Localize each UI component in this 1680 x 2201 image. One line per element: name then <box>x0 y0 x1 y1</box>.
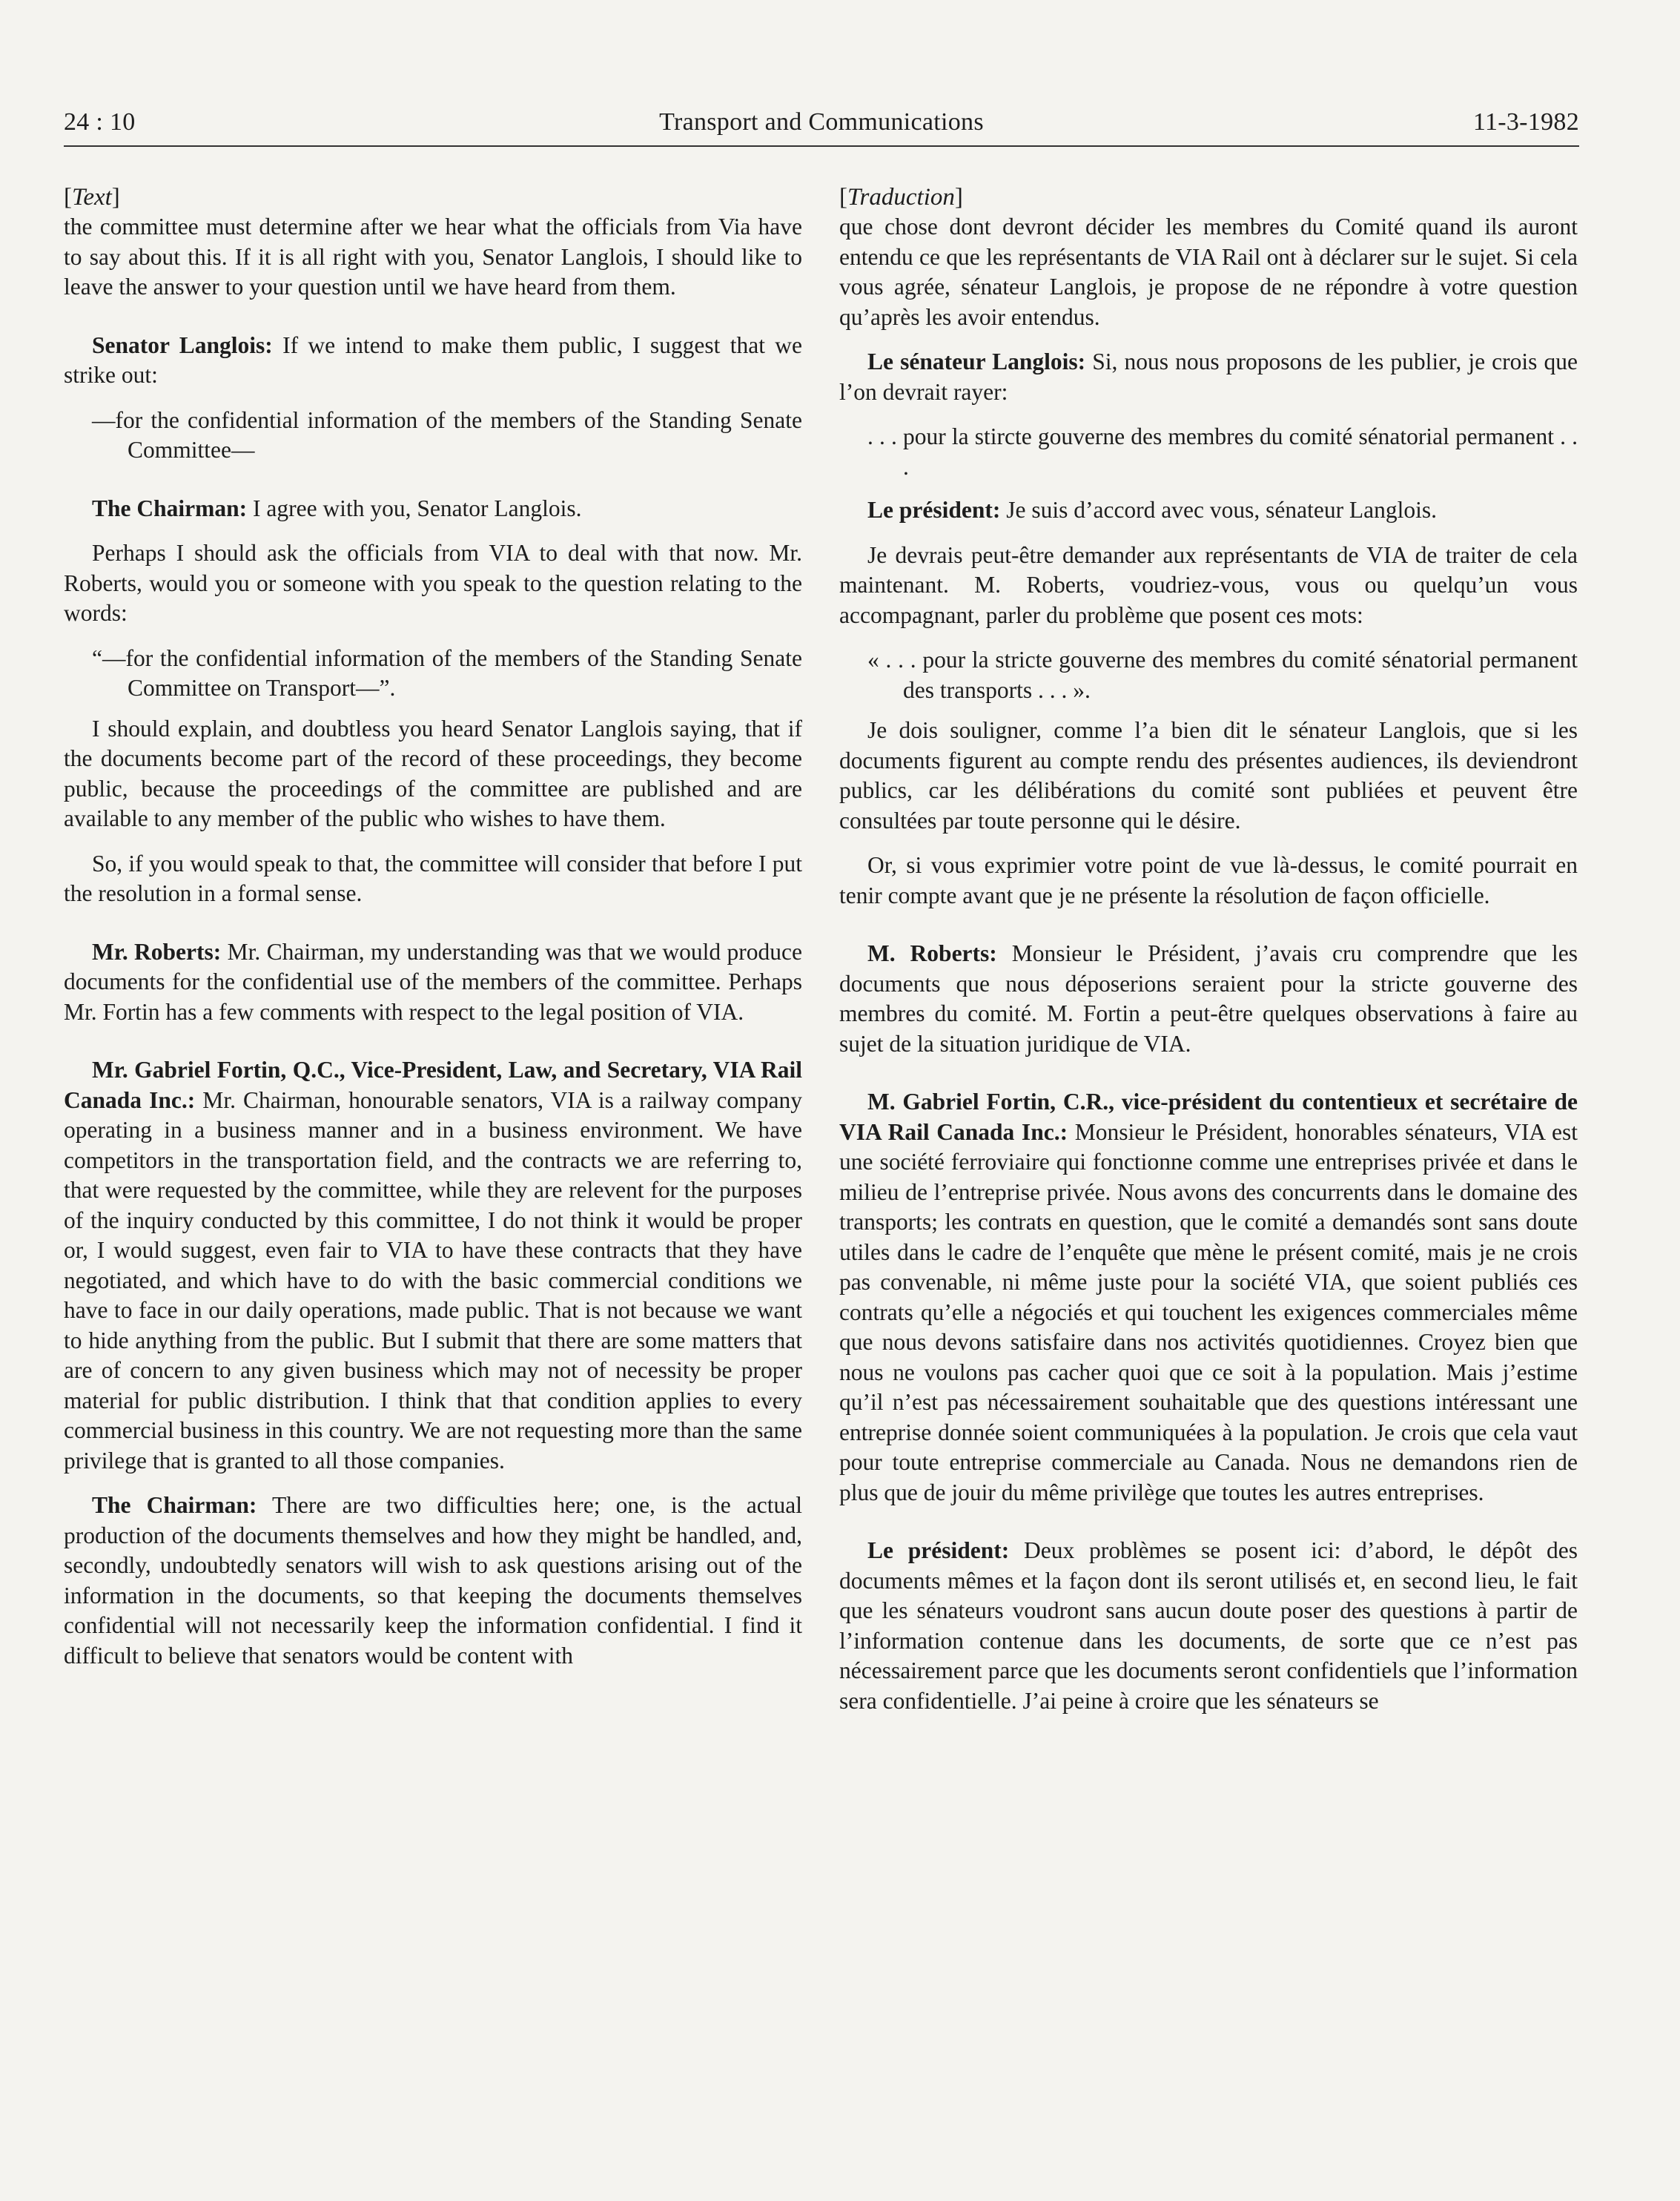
quoted-text: . . . pour la stircte gouverne des membres du comité sénatorial permanent . . . <box>867 423 1578 480</box>
paragraph: So, if you would speak to that, the committee will consider that before I put the resolution in a formal sense. <box>64 850 802 906</box>
speaker-paragraph: M. Roberts: Monsieur le Président, j’avais cru comprendre que les documents que nous déposerions seraient pour la stricte gouverne des membres du comité. M. Fortin a peut-être quelques observations à faire au sujet de la situation juridique de VIA. <box>839 940 1578 1057</box>
header-rule <box>64 145 1579 147</box>
paragraph: Perhaps I should ask the officials from VIA to deal with that now. Mr. Roberts, would you or someone with you speak to the question relating to the words: <box>64 540 802 626</box>
english-column <box>64 182 802 1686</box>
speaker-paragraph: Le président: Deux problèmes se posent ici: d’abord, le dépôt des documents mêmes et la façon dont ils seront utilisés et, en second lieu, le fait que les sénateurs voudront sans aucun doute poser des questions à partir de l’information contenue dans les documents, de sorte que ce n’est pas nécessairement parce que les documents seront confidentiels que l’information sera confidentielle. J’ai peine à croire que les sénateurs se <box>839 1537 1578 1714</box>
speaker-paragraph: Le sénateur Langlois: Si, nous nous proposons de les publier, je crois que l’on devrait rayer: <box>839 349 1578 405</box>
speaker-name: Le président: <box>867 1537 1010 1563</box>
speaker-name: M. Roberts: <box>867 940 997 966</box>
issue-date: 11-3-1982 <box>1472 108 1579 136</box>
speaker-paragraph: M. Gabriel Fortin, C.R., vice-président du contentieux et secrétaire de VIA Rail Canada Inc.: Monsieur le Président, honorables sénateurs, VIA est une société ferroviaire qui fonctionne comme une entreprises privée et dans le milieu de l’entreprise privée. Nous avons des concurrents dans le domaine des transports; les contrats en question, que le comité a demandés sont sans doute utiles dans le cadre de l’enquête que mène le présent comité, mais je ne crois pas convenable, ni même juste pour la société VIA, que soient publiés ces contrats qu’elle a négociés et qui touchent les exigences commerciales même que nous devons satisfaire dans nos activités quotidiennes. Croyez bien que nous ne voulons pas cacher quoi que ce soit à la population. Mais j’estime qu’il n’est pas nécessairement souhaitable que des questions intéressant une entreprise donnée soient communiquées à la population. Je crois que cela vaut pour toute entreprise commerciale au Canada. Nous ne demandons rien de plus que de jouir du même privilège que toutes les autres entreprises. <box>839 1089 1578 1505</box>
paragraph: the committee must determine after we hear what the officials from Via have to say about this. If it is all right with you, Senator Langlois, I should like to leave the answer to your question until we have heard from them. <box>64 214 802 300</box>
speaker-name: Le sénateur Langlois: <box>867 349 1086 374</box>
speaker-name: Le président: <box>867 497 1001 523</box>
paragraph: Or, si vous exprimier votre point de vue là-dessus, le comité pourrait en tenir compte avant que je ne présente la résolution de façon officielle. <box>839 852 1578 908</box>
paragraph: Je dois souligner, comme l’a bien dit le sénateur Langlois, que si les documents figurent au compte rendu des présentes audiences, ils deviendront publics, car les délibérations du comité sont publiées et peuvent être consultées par toute personne qui le désire. <box>839 717 1578 834</box>
running-header <box>64 104 1579 142</box>
speaker-paragraph: The Chairman: I agree with you, Senator Langlois. <box>92 495 582 521</box>
french-column <box>839 182 1578 1731</box>
speaker-name: The Chairman: <box>92 1492 257 1518</box>
quoted-text: —for the confidential information of the members of the Standing Senate Committee— <box>92 406 802 463</box>
page-number: 24 : 10 <box>64 108 136 136</box>
paragraph: I should explain, and doubtless you heard Senator Langlois saying, that if the documents become part of the record of these proceedings, they become public, because the proceedings of the committee are published and are available to any member of the public who wishes to have them. <box>64 715 802 831</box>
speaker-name: Mr. Roberts: <box>92 938 222 965</box>
paragraph: Je devrais peut-être demander aux représentants de VIA de traiter de cela maintenant. M. Roberts, voudriez-vous, vous ou quelqu’un vous accompagnant, parler du problème que posent ces mots: <box>839 541 1578 628</box>
paragraph: que chose dont devront décider les membres du Comité quand ils auront entendu ce que les représentants de VIA Rail ont à déclarer sur le sujet. Si cela vous agrée, sénateur Langlois, je propose de ne répondre à votre question qu’après les avoir entendus. <box>839 214 1578 330</box>
speaker-paragraph: Mr. Roberts: Mr. Chairman, my understanding was that we would produce documents for the confidential use of the members of the committee. Perhaps Mr. Fortin has a few comments with respect to the legal position of VIA. <box>64 938 802 1025</box>
quoted-text: « . . . pour la stricte gouverne des membres du comité sénatorial permanent des transports . . . ». <box>867 647 1578 703</box>
speaker-name: Mr. Gabriel Fortin, Q.C., Vice-President, Law, and Secretary, VIA Rail Canada Inc.: <box>64 1057 802 1113</box>
speaker-name: The Chairman: <box>92 495 248 521</box>
speaker-paragraph: Mr. Gabriel Fortin, Q.C., Vice-President, Law, and Secretary, VIA Rail Canada Inc.: Mr. Chairman, honourable senators, VIA is a railway company operating in a business manner and in a business environment. We have competitors in the transportation field, and the contracts we are referring to, that were requested by the committee, while they are relevent for the purposes of the inquiry conducted by this committee, I do not think it would be proper or, I would suggest, even fair to VIA to have these contracts that they have negotiated, and which have to do with the basic commercial conditions we have to face in our daily operations, made public. That is not because we want to hide anything from the public. But I submit that there are some matters that are of concern to any given business which may not of necessity be proper material for public distribution. I think that that condition applies to every commercial business in this country. We are not requesting more than the same privilege that is granted to all those companies. <box>64 1057 802 1474</box>
quoted-text: “—for the confidential information of the members of the Standing Senate Committee on Transport—”. <box>92 644 802 701</box>
speaker-name: Senator Langlois: <box>92 331 273 358</box>
publication-title: Transport and Communications <box>659 108 984 136</box>
speaker-name: M. Gabriel Fortin, C.R., vice-président du contentieux et secrétaire de VIA Rail Canada Inc.: <box>839 1089 1578 1145</box>
speaker-paragraph: The Chairman: There are two difficulties here; one, is the actual production of the documents themselves and how they might be handled, and, secondly, undoubtedly senators will wish to ask questions arising out of the information in the documents, so that keeping the documents themselves confidential will not necessarily keep the information confidential. I find it difficult to believe that senators would be content with <box>64 1492 802 1669</box>
speaker-paragraph: Senator Langlois: If we intend to make them public, I suggest that we strike out: <box>64 331 802 388</box>
speaker-paragraph: Le président: Je suis d’accord avec vous, sénateur Langlois. <box>867 497 1438 523</box>
column-tag: [Text] <box>64 184 120 211</box>
column-tag: [Traduction] <box>839 184 963 211</box>
